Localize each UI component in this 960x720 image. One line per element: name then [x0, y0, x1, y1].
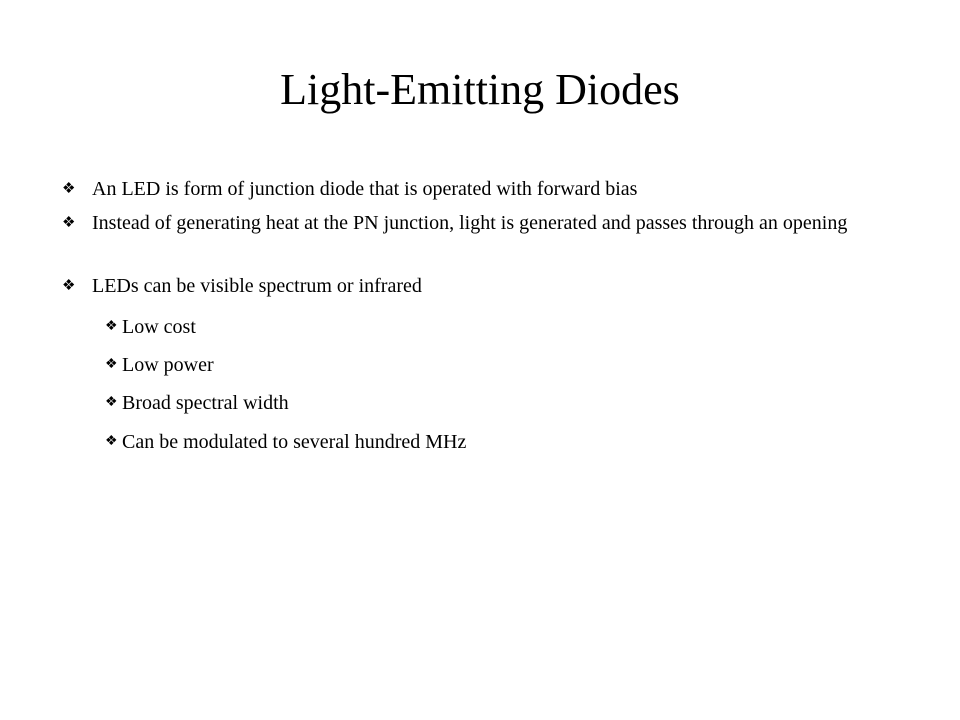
sub-bullet-text: Low power	[122, 354, 214, 376]
bullet-item	[62, 272, 882, 300]
four-diamond-icon: ❖	[105, 319, 118, 334]
bullet-text: An LED is form of junction diode that is operated with forward bias	[92, 178, 638, 200]
four-diamond-icon: ❖	[105, 395, 118, 410]
four-diamond-icon: ❖	[62, 181, 76, 197]
four-diamond-icon: ❖	[62, 278, 76, 294]
four-diamond-icon: ❖	[62, 215, 76, 231]
bullet-item	[62, 209, 882, 237]
bullet-text: LEDs can be visible spectrum or infrared	[92, 275, 422, 297]
four-diamond-icon: ❖	[105, 434, 118, 449]
sub-bullet-item	[105, 313, 805, 341]
sub-bullet-item	[105, 428, 805, 456]
sub-bullet-item	[105, 389, 805, 417]
bullet-item	[62, 175, 882, 203]
slide-title: Light-Emitting Diodes	[280, 65, 680, 114]
sub-bullet-text: Broad spectral width	[122, 392, 289, 414]
sub-bullet-text: Low cost	[122, 316, 196, 338]
sub-bullet-text: Can be modulated to several hundred MHz	[122, 431, 467, 453]
sub-bullet-item	[105, 351, 805, 379]
four-diamond-icon: ❖	[105, 357, 118, 372]
bullet-text: Instead of generating heat at the PN junction, light is generated and passes through an opening	[92, 212, 848, 234]
